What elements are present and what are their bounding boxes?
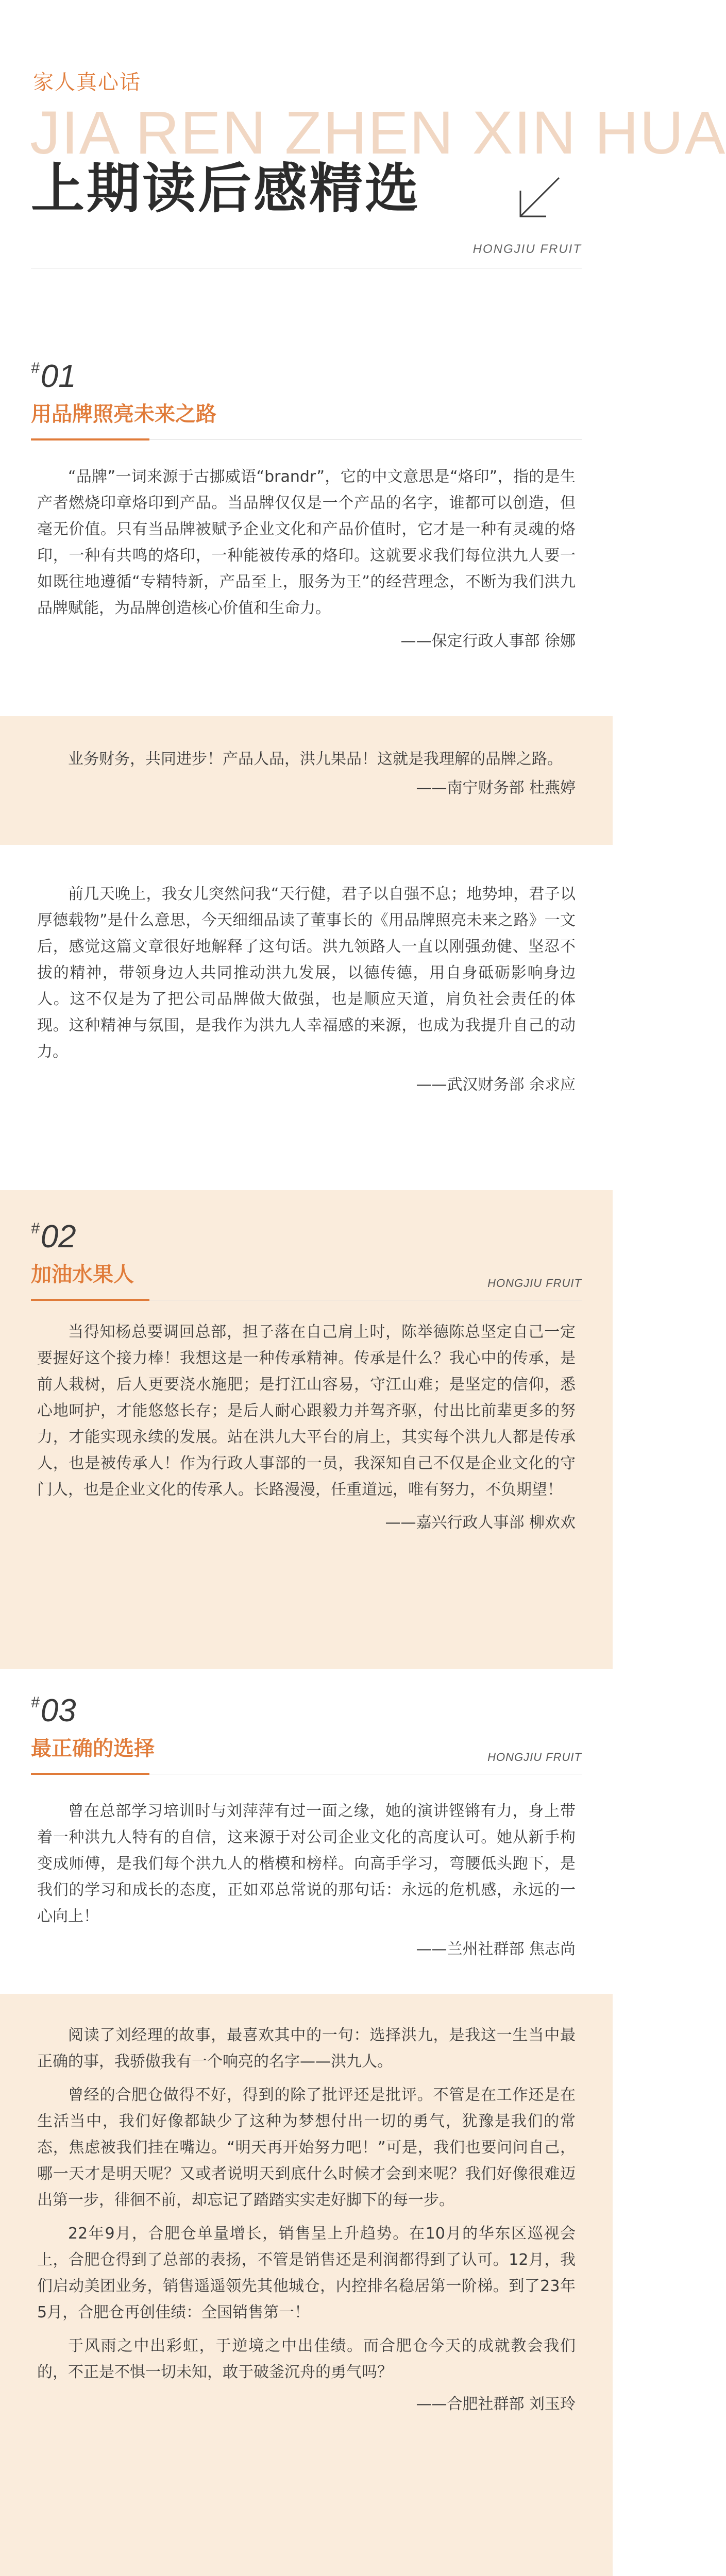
section-number: #02	[31, 1219, 76, 1255]
entry-signature: ——兰州社群部 焦志尚	[416, 1940, 576, 1958]
section-03-heading	[31, 1695, 582, 1767]
page-header	[0, 0, 726, 319]
entry-block-highlight	[0, 716, 613, 845]
page-title: 上期读后感精选	[31, 157, 421, 220]
entry-block	[0, 860, 613, 1170]
entry-block-highlight	[0, 1994, 613, 2576]
entry-block	[0, 453, 613, 670]
entry-signature: ——嘉兴行政人事部 柳欢欢	[385, 1514, 576, 1532]
entry-paragraph: 业务财务，共同进步！产品人品，洪九果品！这就是我理解的品牌之路。	[68, 750, 563, 768]
header-kicker: 家人真心话	[33, 71, 141, 94]
entry-signature: ——合肥社群部 刘玉玲	[416, 2395, 576, 2413]
section-number: #01	[31, 359, 76, 394]
section-underline	[31, 439, 582, 440]
arrow-down-left-icon	[510, 170, 567, 227]
entry-paragraph: 曾在总部学习培训时与刘萍萍有过一面之缘，她的演讲铿锵有力，身上带着一种洪九人特有的自信，这来源于对公司企业文化的高度认可。她从新手枸变成师傅，是我们每个洪九人的楷模和榜样。向高手学习，弯腰低头跑下，是我们的学习和成长的态度，正如邓总常说的那句话：永远的危机感，永远的一心向上！	[37, 1802, 576, 1925]
entry-signature: ——武汉财务部 余求应	[416, 1076, 576, 1094]
section-brand: HONGJIU FRUIT	[487, 1751, 582, 1764]
entry-paragraph: 曾经的合肥仓做得不好，得到的除了批评还是批评。不管是在工作还是在生活当中，我们好像都缺少了这种为梦想付出一切的勇气，犹豫是我们的常态，焦虑被我们挂在嘴边。“明天再开始努力吧！”可是，我们也要问问自己，哪一天才是明天呢？又或者说明天到底什么时候才会到来呢？我们好像很难迈出第一步，徘徊不前，却忘记了踏踏实实走好脚下的每一步。	[37, 2086, 576, 2209]
entry-paragraph: 当得知杨总要调回总部，担子落在自己肩上时，陈举德陈总坚定自己一定要握好这个接力棒！我想这是一种传承精神。传承是什么？我心中的传承，是前人栽树，后人更要浇水施肥；是打江山容易，守江山难；是坚定的信仰，悉心地呵护，才能悠悠长存；是后人耐心跟毅力并驾齐驱，付出比前辈更多的努力，才能实现永续的发展。站在洪九大平台的肩上，其实每个洪九人都是传承人，也是被传承人！作为行政人事部的一员，我深知自己不仅是企业文化的守门人，也是企业文化的传承人。长路漫漫，任重道远，唯有努力，不负期望！	[37, 1323, 576, 1499]
section-02-block	[0, 1190, 613, 1669]
section-title: 加油水果人	[31, 1263, 134, 1286]
section-brand: HONGJIU FRUIT	[487, 1277, 582, 1290]
entry-paragraph: 于风雨之中出彩虹，于逆境之中出佳绩。而合肥仓今天的成就教会我们的，不正是不惧一切未知，敢于破釜沉舟的勇气吗？	[37, 2337, 576, 2381]
entry-paragraph: 22年9月，合肥仓单量增长，销售呈上升趋势。在10月的华东区巡视会上，合肥仓得到了总部的表扬，不管是销售还是利润都得到了认可。12月，我们启动美团业务，销售遥遥领先其他城仓，内控排名稳居第一阶梯。到了23年5月，合肥仓再创佳绩：全国销售第一！	[37, 2225, 576, 2321]
section-title: 最正确的选择	[31, 1737, 155, 1760]
section-01-heading	[31, 361, 582, 433]
header-brand: HONGJIU FRUIT	[472, 242, 582, 256]
section-02-heading	[31, 1221, 582, 1293]
section-title: 用品牌照亮未来之路	[31, 402, 216, 426]
entry-signature: ——南宁财务部 杜燕婷	[416, 779, 576, 797]
entry-paragraph: 前几天晚上，我女儿突然问我“天行健，君子以自强不息；地势坤，君子以厚德载物”是什么意思，今天细细品读了董事长的《用品牌照亮未来之路》一文后，感觉这篇文章很好地解释了这句话。洪九领路人一直以刚强劲健、坚忍不拔的精神，带领身边人共同推动洪九发展，以德传德，用自身砥砺影响身边人。这不仅是为了把公司品牌做大做强，也是顺应天道，肩负社会责任的体现。这种精神与氛围，是我作为洪九人幸福感的来源，也成为我提升自己的动力。	[37, 885, 576, 1061]
section-number: #03	[31, 1693, 76, 1728]
entry-paragraph: 阅读了刘经理的故事，最喜欢其中的一句：选择洪九，是我这一生当中最正确的事，我骄傲我有一个响亮的名字——洪九人。	[37, 2026, 576, 2071]
entry-signature: ——保定行政人事部 徐娜	[400, 632, 576, 650]
header-watermark: JIA REN ZHEN XIN HUA	[30, 99, 726, 167]
entry-block	[0, 1788, 613, 1978]
entry-paragraph: “品牌”一词来源于古挪威语“brandr”，它的中文意思是“烙印”，指的是生产者燃烧印章烙印到产品。当品牌仅仅是一个产品的名字，谁都可以创造，但毫无价值。只有当品牌被赋予企业文化和产品价值时，它才是一种有灵魂的烙印，一种有共鸣的烙印，一种能被传承的烙印。这就要求我们每位洪九人要一如既往地遵循“专精特新，产品至上，服务为王”的经营理念，不断为我们洪九品牌赋能，为品牌创造核心价值和生命力。	[37, 468, 576, 617]
